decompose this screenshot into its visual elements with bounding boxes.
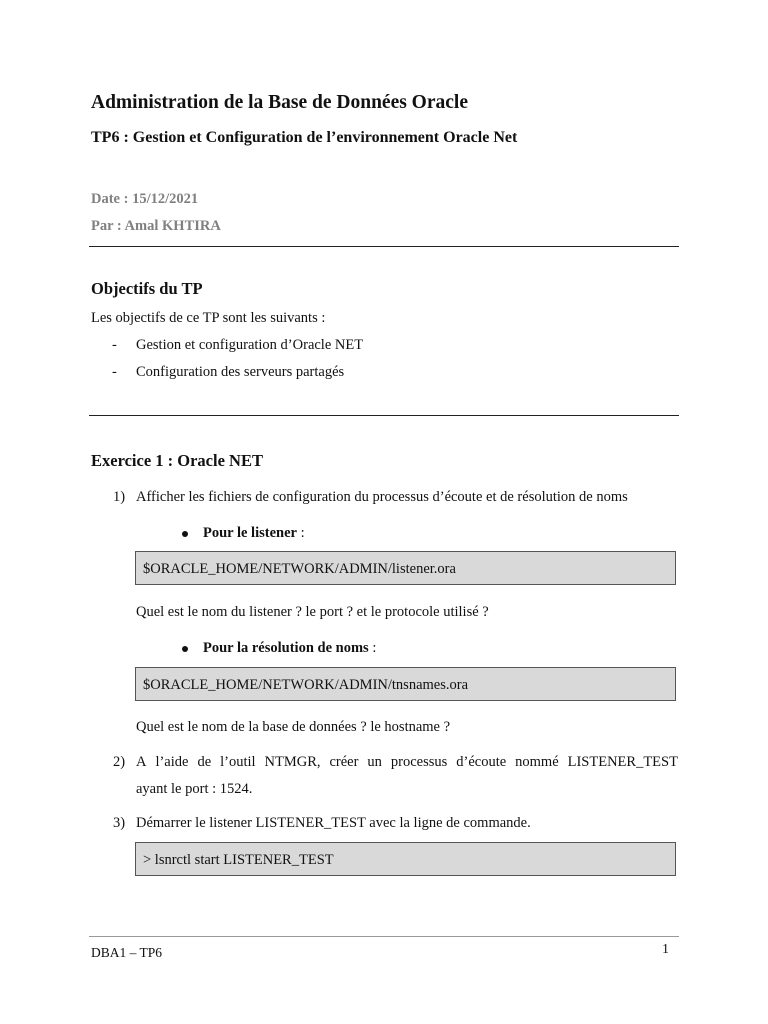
listener-label-suffix: : [296, 525, 305, 541]
footer-label: DBA1 – TP6 [91, 945, 163, 960]
names-label: Pour la résolution de noms [203, 640, 369, 656]
word: l’aide [155, 754, 189, 770]
listener-question: Quel est le nom du listener ? le port ? et le protocole utilisé ? [136, 604, 489, 620]
objectives-intro: Les objectifs de ce TP sont les suivants : [91, 310, 326, 326]
word: A [136, 754, 147, 770]
word: LISTENER_TEST [567, 754, 678, 770]
footer-divider [89, 936, 679, 937]
list-dash: - [112, 364, 117, 380]
question-number: 3) [113, 815, 126, 831]
bullet-icon [182, 531, 188, 537]
list-dash: - [112, 337, 117, 353]
bullet-icon [182, 646, 188, 652]
question-text: Afficher les fichiers de configuration du processus d’écoute et de résolution de noms [136, 489, 628, 505]
names-question: Quel est le nom de la base de données ? le hostname ? [136, 719, 451, 735]
page-number: 1 [662, 942, 669, 957]
question-number: 1) [113, 489, 126, 505]
question-2-line-1 [136, 754, 678, 771]
document-date: Date : 15/12/2021 [91, 191, 199, 207]
word: processus [390, 754, 448, 770]
word: l’outil [220, 754, 256, 770]
listener-label: Pour le listener [203, 525, 297, 541]
objective-item: Configuration des serveurs partagés [136, 364, 345, 380]
document-title: Administration de la Base de Données Oracle [91, 92, 468, 113]
exercise-heading: Exercice 1 : Oracle NET [91, 451, 263, 470]
listener-path-box: $ORACLE_HOME/NETWORK/ADMIN/listener.ora [135, 551, 676, 585]
question-3-text: Démarrer le listener LISTENER_TEST avec la ligne de commande. [136, 815, 531, 831]
word: de [197, 754, 212, 770]
command-box: > lsnrctl start LISTENER_TEST [135, 842, 676, 876]
word: d’écoute [456, 754, 507, 770]
word: NTMGR, [264, 754, 321, 770]
document-author: Par : Amal KHTIRA [91, 218, 221, 234]
listener-label-line [203, 525, 305, 542]
word: un [367, 754, 382, 770]
header-divider [89, 246, 679, 247]
names-label-line [203, 640, 376, 657]
objective-item: Gestion et configuration d’Oracle NET [136, 337, 364, 353]
objectives-heading: Objectifs du TP [91, 279, 203, 298]
word: créer [329, 754, 359, 770]
names-label-suffix: : [368, 640, 377, 656]
word: nommé [515, 754, 559, 770]
document-subtitle: TP6 : Gestion et Configuration de l’environnement Oracle Net [91, 129, 518, 146]
tnsnames-path-box: $ORACLE_HOME/NETWORK/ADMIN/tnsnames.ora [135, 667, 676, 701]
question-2-line-2: ayant le port : 1524. [136, 781, 253, 797]
objectives-divider [89, 415, 679, 416]
question-number: 2) [113, 754, 126, 770]
